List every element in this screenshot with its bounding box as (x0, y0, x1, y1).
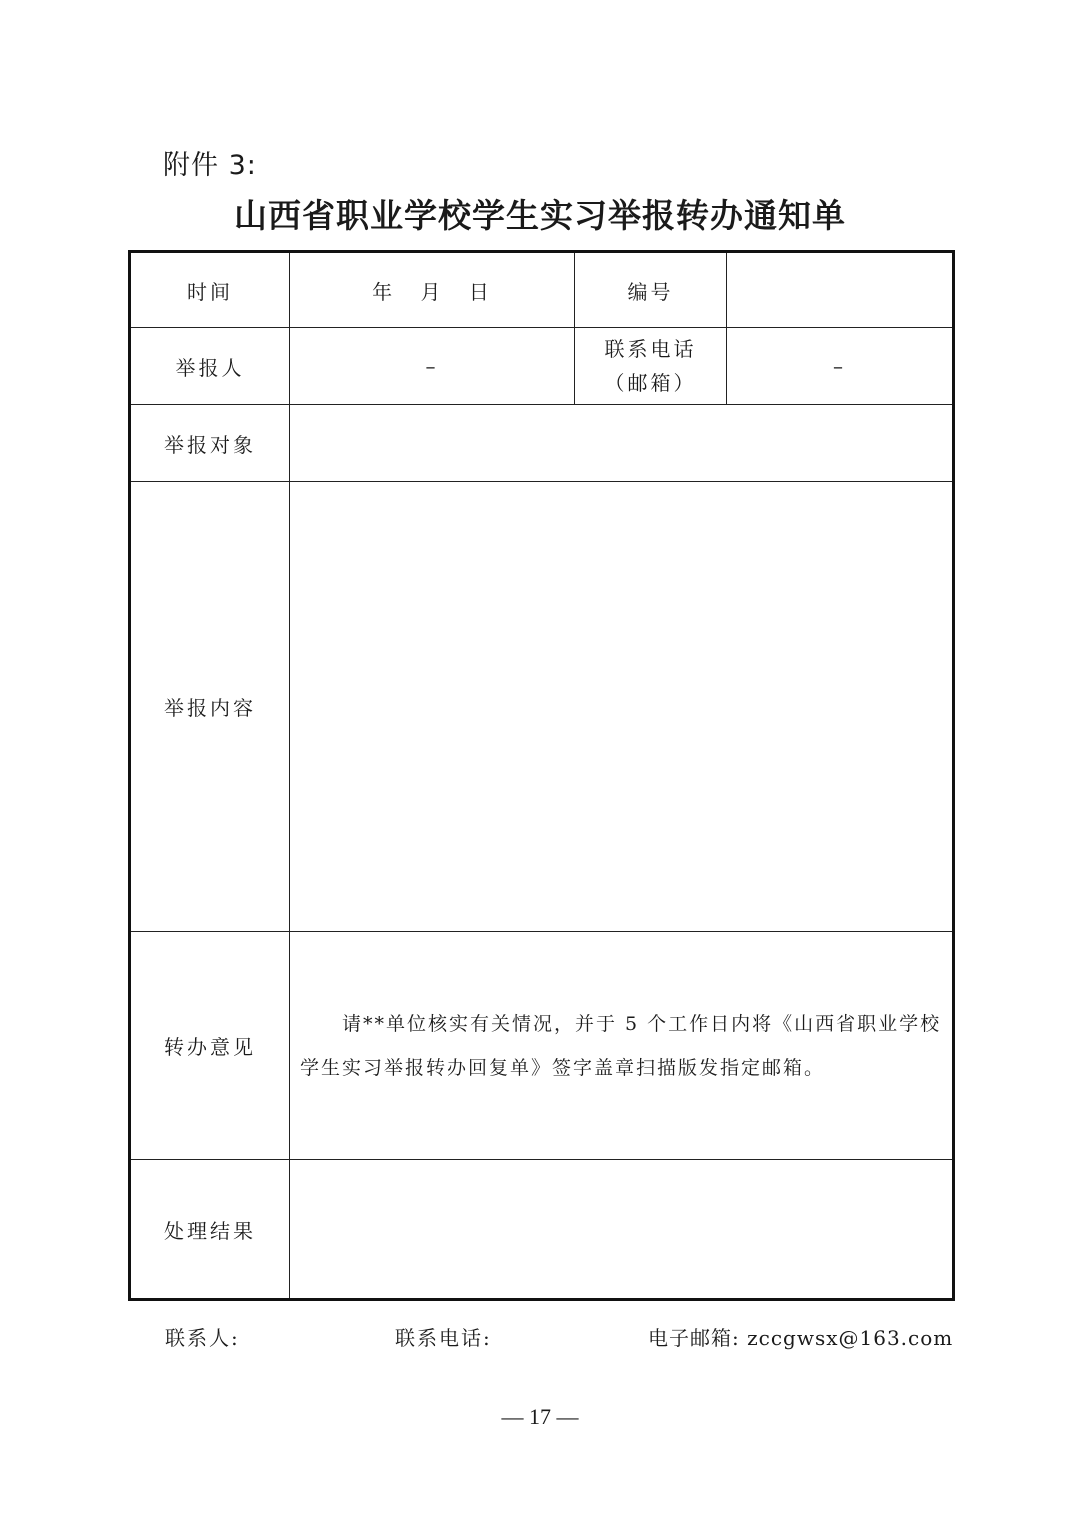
footer-contact-phone: 联系电话: (395, 1326, 492, 1350)
footer-email: 电子邮箱: zccgwsx@163.com (648, 1326, 954, 1350)
day-label: 日 (468, 279, 492, 304)
result-label: 处理结果 (130, 1160, 290, 1300)
contact-label-email: （邮箱） (604, 371, 697, 395)
footer-contact-person: 联系人: (165, 1326, 240, 1350)
notice-form-table (128, 250, 955, 1301)
contact-value: – (727, 328, 954, 405)
result-value (290, 1160, 954, 1300)
contact-label (575, 328, 727, 405)
month-label: 月 (420, 279, 444, 304)
page-number: — 17 — (501, 1404, 579, 1429)
opinion-text: 请**单位核实有关情况，并于 5 个工作日内将《山西省职业学校学生实习举报转办回复单》签字盖章扫描版发指定邮箱。 (300, 1012, 942, 1079)
target-value (290, 405, 954, 482)
date-field (290, 252, 575, 328)
year-label: 年 (372, 279, 396, 304)
document-title: 山西省职业学校学生实习举报转办通知单 (234, 196, 846, 235)
content-value (290, 482, 954, 932)
number-label: 编号 (575, 252, 727, 328)
contact-label-phone: 联系电话 (604, 337, 697, 361)
attachment-label: 附件 3: (163, 150, 257, 181)
reporter-value: – (290, 328, 575, 405)
time-label: 时间 (130, 252, 290, 328)
reporter-label: 举报人 (130, 328, 290, 405)
target-label: 举报对象 (130, 405, 290, 482)
opinion-label: 转办意见 (130, 932, 290, 1160)
content-label: 举报内容 (130, 482, 290, 932)
number-value (727, 252, 954, 328)
opinion-cell (290, 932, 954, 1160)
